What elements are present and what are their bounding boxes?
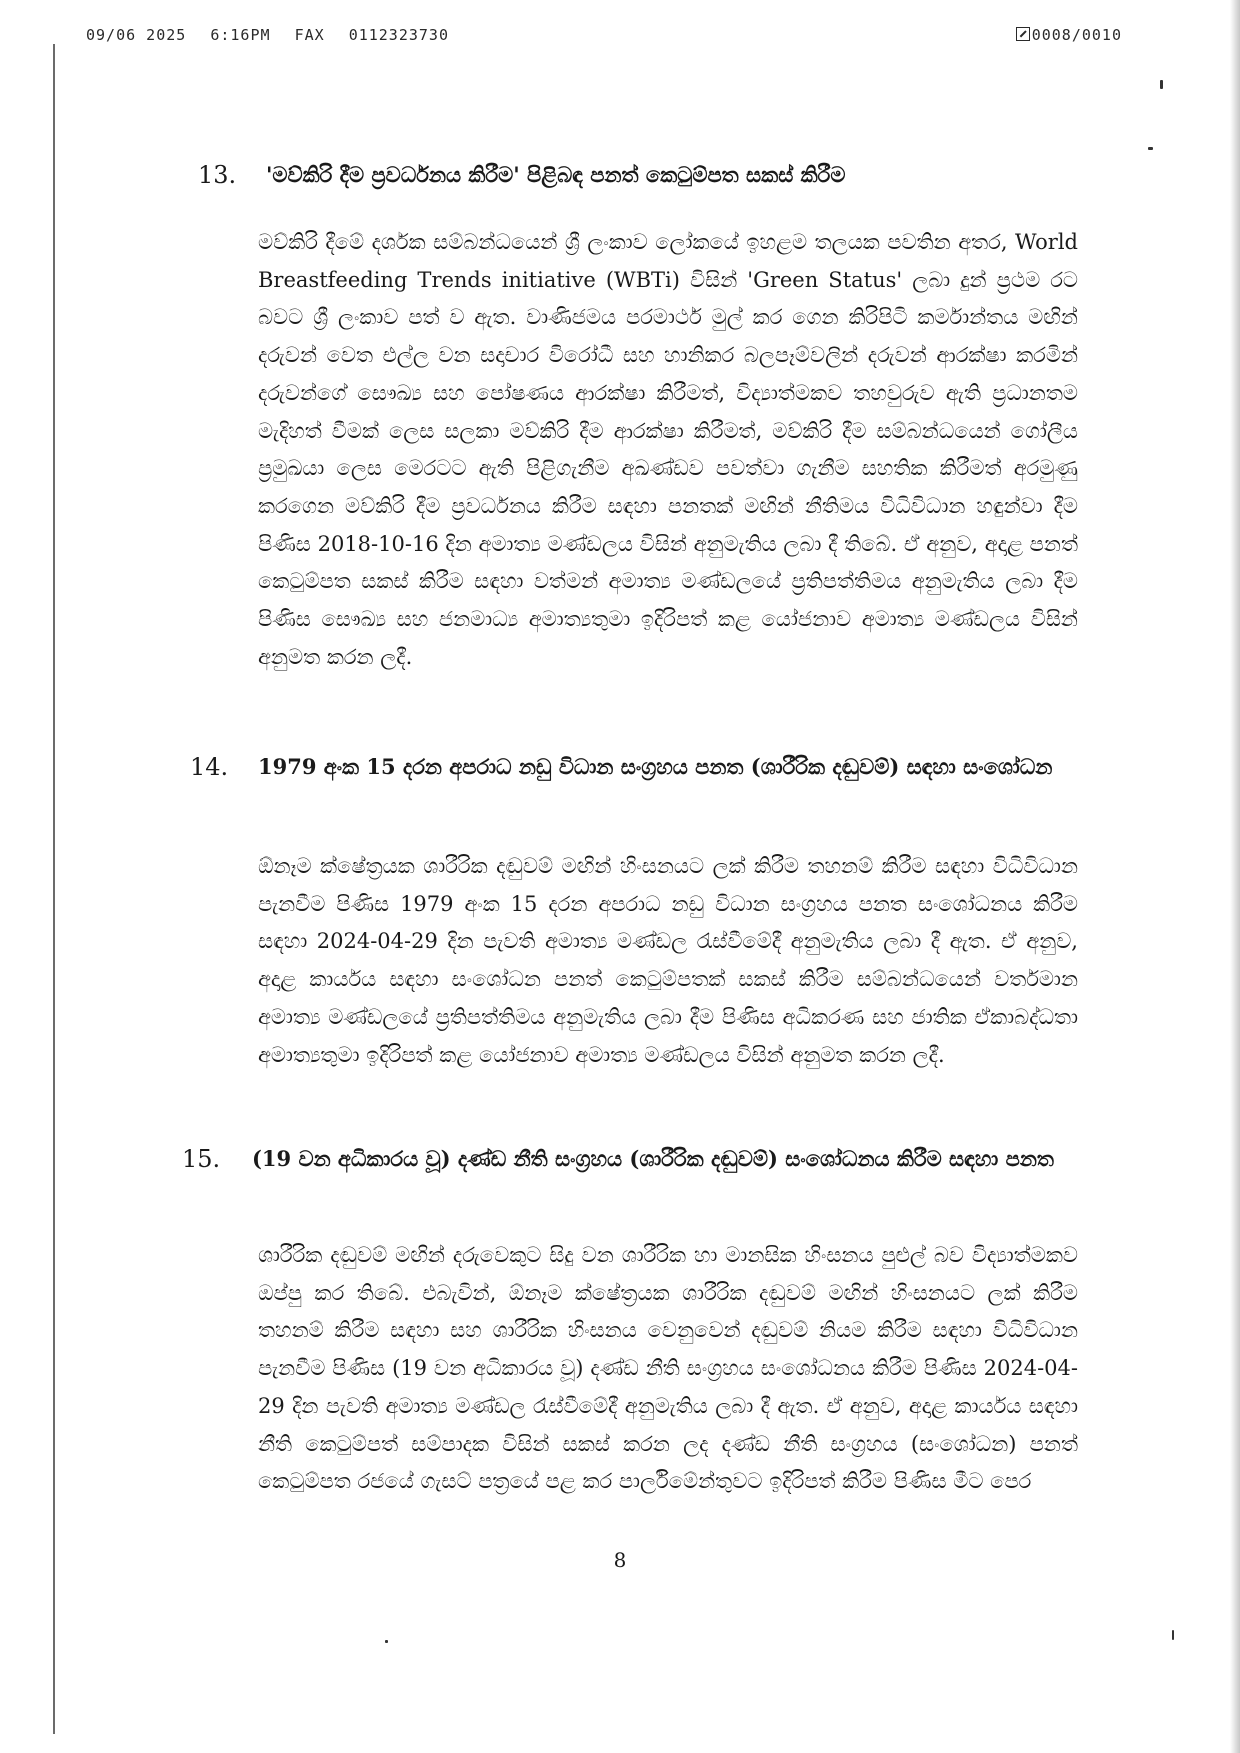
scan-margin-line <box>53 44 55 1734</box>
scan-edge-shadow <box>1230 0 1240 1753</box>
section-title: 1979 අංක 15 දරන අපරාධ නඩු විධාන සංග්‍රහය පනත (ශාරීරික දඬුවම්) සඳහා සංශෝධන <box>258 754 1053 779</box>
section-13-body: මව්කිරි දීමේ දර්ශක සම්බන්ධයෙන් ශ්‍රී ලංකාව ලෝකයේ ඉහළම තලයක පවතින අතර, World Breastfeeding Trends initiative (WBTi) විසින් 'Green Status' ලබා දුන් ප්‍රථම රට බවට ශ්‍රී ලංකාව පත් ව ඇත. වාණිජමය පරමාර්ථ මුල් කර ගෙන කිරිපිටි කර්මාන්තය මඟින් දරුවන් වෙත එල්ල වන සදාචාර විරෝධී සහ හානිකර බලපෑම්වලින් දරුවන් ආරක්ෂා කරමින් දරුවන්ගේ සෞඛ්‍ය සහ පෝෂණය ආරක්ෂා කිරීමත්, විද්‍යාත්මකව තහවුරුව ඇති ප්‍රධානතම මැදිහත් වීමක් ලෙස සලකා මව්කිරි දීම ආරක්ෂා කිරීමත්, මව්කිරි දීම සම්බන්ධයෙන් ගෝලීය ප්‍රමුඛයා ලෙස මෙරටට ඇති පිළිගැනීම අඛණ්ඩව පවත්වා ගැනීම සහතික කිරීමත් අරමුණු කරගෙන මව්කිරි දීම ප්‍රවර්ධනය කිරීම සඳහා පනතක් මඟින් නීතිමය විධිවිධාන හඳුන්වා දීම පිණිස 2018-10-16 දින අමාත්‍ය මණ්ඩලය විසින් අනුමැතිය ලබා දී තිබේ. ඒ අනුව, අදාළ පනත් කෙටුම්පත සකස් කිරීම සඳහා වත්මන් අමාත්‍ය මණ්ඩලයේ ප්‍රතිපත්තිමය අනුමැතිය ලබා දීම පිණිස සෞඛ්‍ය සහ ජනමාධ්‍ය අමාත්‍යතුමා ඉදිරිපත් කළ යෝජනාව අමාත්‍ය මණ්ඩලය විසින් අනුමත කරන ලදී. <box>258 230 1078 669</box>
fax-mode: FAX <box>294 26 325 44</box>
scan-speck <box>1160 80 1163 89</box>
scan-speck <box>385 1640 388 1643</box>
fax-number: 0112323730 <box>348 26 449 44</box>
section-title: 'මව්කිරි දීම ප්‍රවර්ධනය කිරීම' පිළිබඳ පනත් කෙටුම්පත සකස් කිරීම <box>266 162 846 187</box>
section-title: (19 වන අධිකාරය වූ) දණ්ඩ නීති සංග්‍රහය (ශාරීරික දඬුවම්) සංශෝධනය කිරීම සඳහා පනත <box>252 1146 1054 1171</box>
fax-header-right <box>1016 26 1122 44</box>
fax-date: 09/06 2025 <box>86 26 187 44</box>
section-number: 15. <box>182 1145 221 1173</box>
page-number: 8 <box>613 1548 627 1572</box>
section-number: 13. <box>198 161 237 189</box>
section-14-body: ඕනෑම ක්ෂේත්‍රයක ශාරීරික දඬුවම් මඟින් හිංසනයට ලක් කිරීම තහනම් කිරීම සඳහා විධිවිධාන පැනවීම පිණිස 1979 අංක 15 දරන අපරාධ නඩු විධාන සංග්‍රහය පනත සංශෝධනය කිරීම සඳහා 2024-04-29 දින පැවති අමාත්‍ය මණ්ඩල රැස්වීමේදී අනුමැතිය ලබා දී ඇත. ඒ අනුව, අදාළ කාර්යය සඳහා සංශෝධන පනත් කෙටුම්පතක් සකස් කිරීම සම්බන්ධයෙන් වර්තමාන අමාත්‍ය මණ්ඩලයේ ප්‍රතිපත්තිමය අනුමැතිය ලබා දීම පිණිස අධිකරණ සහ ජාතික ඒකාබද්ධතා අමාත්‍යතුමා ඉදිරිපත් කළ යෝජනාව අමාත්‍ය මණ්ඩලය විසින් අනුමත කරන ලදී. <box>258 854 1078 1067</box>
fax-header <box>0 26 1240 50</box>
section-number: 14. <box>190 753 229 781</box>
fax-time: 6:16PM <box>210 26 271 44</box>
scan-speck <box>1148 147 1153 150</box>
scan-speck <box>1172 1630 1174 1640</box>
section-15-body: ශාරීරික දඬුවම් මඟින් දරුවෙකුට සිදු වන ශාරීරික හා මානසික හිංසනය පුළුල් බව විද්‍යාත්මකව ඔප්පු කර තිබේ. එබැවින්, ඕනෑම ක්ෂේත්‍රයක ශාරීරික දඬුවම් මඟින් හිංසනයට ලක් කිරීම තහනම් කිරීම සඳහා සහ ශාරීරික හිංසනය වෙනුවෙන් දඬුවම් නියම කිරීම සඳහා විධිවිධාන පැනවීම පිණිස (19 වන අධිකාරය වූ) දණ්ඩ නීති සංග්‍රහය සංශෝධනය කිරීම පිණිස 2024-04-29 දින පැවති අමාත්‍ය මණ්ඩල රැස්වීමේදී අනුමැතිය ලබා දී ඇත. ඒ අනුව, අදාළ කාර්යය සඳහා නීති කෙටුම්පත් සම්පාදක විසින් සකස් කරන ලද දණ්ඩ නීති සංග්‍රහය (සංශෝධන) පනත් කෙටුම්පත රජයේ ගැසට් පත්‍රයේ පළ කර පාර්ලිමේන්තුවට ඉදිරිපත් කිරීම පිණිස මීට පෙර <box>258 1243 1078 1494</box>
fax-header-left <box>86 26 463 44</box>
fax-page-counter: 0008/0010 <box>1031 26 1122 44</box>
fax-checkbox-icon <box>1016 27 1030 41</box>
